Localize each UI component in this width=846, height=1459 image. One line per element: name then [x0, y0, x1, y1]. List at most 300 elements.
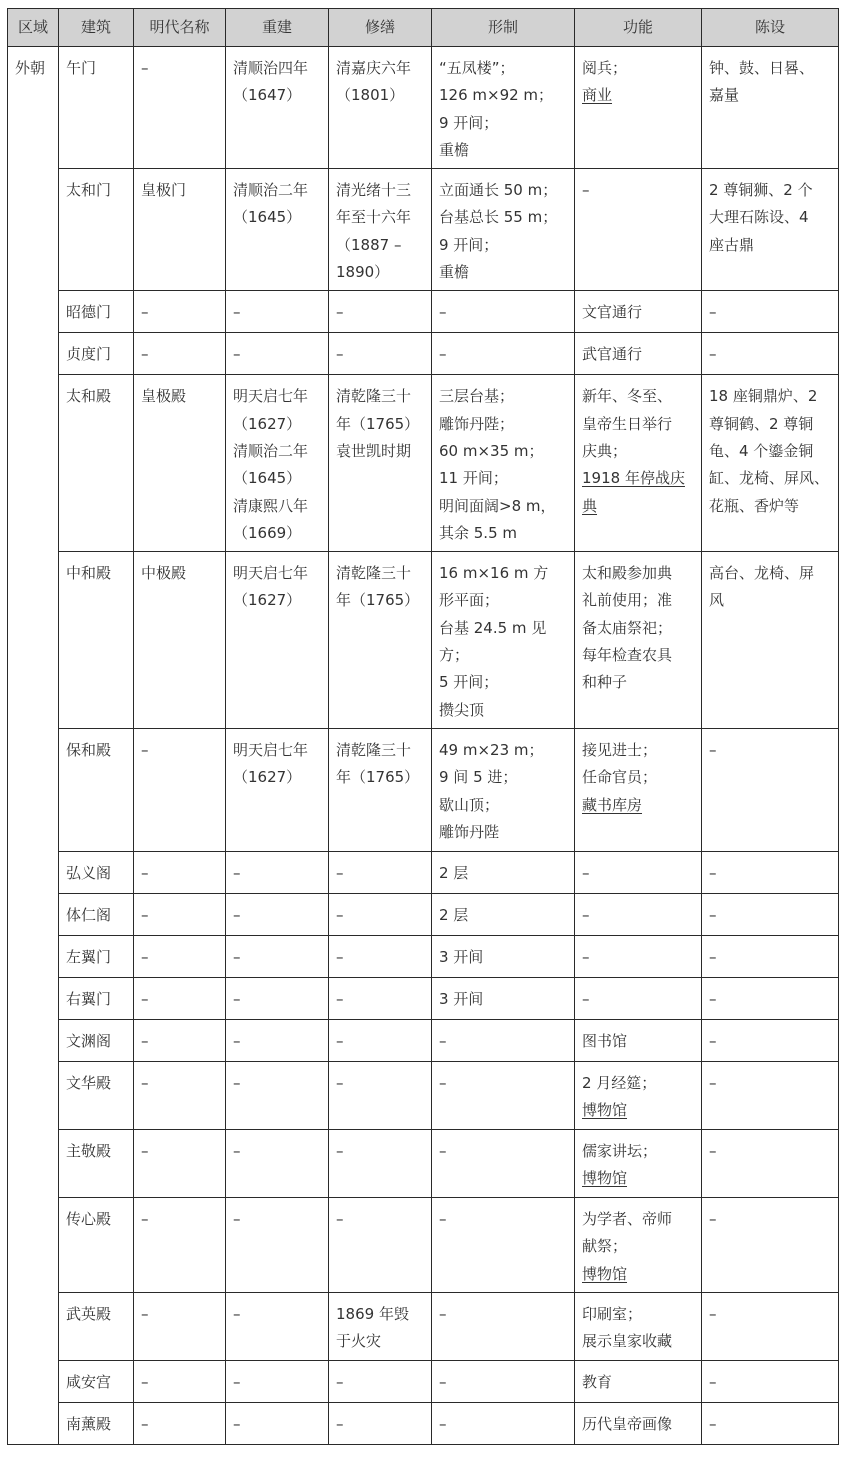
cell-line: 武英殿	[66, 1304, 112, 1323]
cell-rebuilt	[226, 333, 329, 375]
cell-line: 皇极殿	[141, 387, 187, 406]
cell-repaired	[329, 552, 432, 729]
cell-line: –	[141, 740, 149, 759]
cell-rebuilt	[226, 47, 329, 169]
cell-line: 藏书库房	[582, 795, 643, 814]
cell-furnishings	[702, 728, 839, 851]
cell-ming-name	[134, 893, 226, 935]
cell-repaired	[329, 169, 432, 291]
cell-repaired	[329, 935, 432, 977]
cell-line: 其余 5.5 m	[439, 523, 518, 542]
cell-line: 典	[582, 496, 598, 515]
cell-furnishings	[702, 1360, 839, 1402]
cell-line: 清光绪十三	[336, 181, 412, 200]
cell-ming-name	[134, 851, 226, 893]
cell-line: –	[233, 1372, 241, 1391]
cell-furnishings	[702, 893, 839, 935]
cell-ming-name	[134, 1019, 226, 1061]
cell-rebuilt	[226, 935, 329, 977]
cell-line: 左翼门	[66, 947, 112, 966]
cell-line: –	[582, 863, 590, 882]
cell-line: 为学者、帝师	[582, 1209, 673, 1228]
cell-line: –	[141, 905, 149, 924]
cell-furnishings	[702, 1061, 839, 1129]
cell-furnishings	[702, 47, 839, 169]
cell-building	[59, 333, 134, 375]
cell-rebuilt	[226, 1292, 329, 1360]
cell-line: 保和殿	[66, 740, 112, 759]
cell-line: 袁世凯时期	[336, 441, 412, 460]
cell-building	[59, 935, 134, 977]
cell-line: –	[141, 863, 149, 882]
cell-rebuilt	[226, 851, 329, 893]
cell-line: 2 尊铜狮、2 个	[709, 181, 813, 200]
cell-furnishings	[702, 977, 839, 1019]
cell-line: –	[233, 863, 241, 882]
table-row	[8, 1360, 839, 1402]
cell-line: –	[709, 1209, 717, 1228]
cell-repaired	[329, 851, 432, 893]
cell-line: –	[336, 905, 344, 924]
table-row	[8, 1061, 839, 1129]
cell-ming-name	[134, 552, 226, 729]
cell-furnishings	[702, 1292, 839, 1360]
cell-line: –	[439, 1209, 447, 1228]
cell-line: 清顺治二年	[233, 181, 309, 200]
cell-line: 弘义阁	[66, 863, 112, 882]
cell-line: –	[141, 1073, 149, 1092]
cell-line: 右翼门	[66, 989, 112, 1008]
cell-repaired	[329, 1197, 432, 1292]
cell-line: –	[233, 303, 241, 322]
cell-line: （1801）	[336, 86, 405, 105]
cell-line: 形平面；	[439, 591, 500, 610]
region-cell: 外朝	[8, 47, 59, 1445]
cell-line: –	[141, 1141, 149, 1160]
cell-line: –	[336, 989, 344, 1008]
cell-line: –	[336, 1372, 344, 1391]
cell-line: 太和门	[66, 181, 112, 200]
cell-line: –	[233, 1304, 241, 1323]
cell-furnishings	[702, 333, 839, 375]
cell-line: 歇山顶；	[439, 795, 500, 814]
cell-repaired	[329, 333, 432, 375]
cell-rebuilt	[226, 375, 329, 552]
cell-line: –	[336, 1031, 344, 1050]
cell-repaired	[329, 1360, 432, 1402]
cell-line: –	[141, 59, 149, 77]
cell-line: –	[582, 947, 590, 966]
cell-line: 2 层	[439, 905, 469, 924]
cell-line: 午门	[66, 59, 97, 77]
cell-building	[59, 1061, 134, 1129]
cell-repaired	[329, 1402, 432, 1444]
cell-line: 每年检查农具	[582, 646, 673, 665]
cell-building	[59, 1360, 134, 1402]
cell-line: （1645）	[233, 469, 302, 488]
cell-function	[575, 47, 702, 169]
cell-line: –	[233, 1209, 241, 1228]
cell-line: 风	[709, 591, 725, 610]
cell-line: –	[141, 1372, 149, 1391]
cell-form	[432, 851, 575, 893]
cell-rebuilt	[226, 291, 329, 333]
cell-line: –	[233, 1073, 241, 1092]
cell-line: 清嘉庆六年	[336, 59, 412, 77]
cell-building	[59, 1129, 134, 1197]
cell-function	[575, 1197, 702, 1292]
cell-line: –	[709, 303, 717, 322]
cell-line: 嘉量	[709, 86, 740, 105]
cell-line: 文渊阁	[66, 1031, 112, 1050]
header-repaired: 修缮	[329, 9, 432, 47]
cell-function	[575, 1019, 702, 1061]
cell-line: 清乾隆三十	[336, 740, 412, 759]
cell-line: –	[336, 947, 344, 966]
cell-line: 教育	[582, 1372, 613, 1391]
cell-line: 雕饰丹陛；	[439, 414, 515, 433]
cell-line: 明天启七年	[233, 387, 309, 406]
table-row	[8, 47, 839, 169]
cell-line: –	[336, 1209, 344, 1228]
cell-line: （1669）	[233, 523, 302, 542]
cell-ming-name	[134, 977, 226, 1019]
cell-line: 主敬殿	[66, 1141, 112, 1160]
cell-building	[59, 1402, 134, 1444]
table-row	[8, 375, 839, 552]
cell-line: 年（1765）	[336, 414, 420, 433]
header-form: 形制	[432, 9, 575, 47]
cell-form	[432, 935, 575, 977]
cell-form	[432, 728, 575, 851]
table-row	[8, 1129, 839, 1197]
cell-form	[432, 1292, 575, 1360]
cell-line: 2 月经筵；	[582, 1073, 657, 1092]
cell-line: 备太庙祭祀；	[582, 618, 673, 637]
cell-ming-name	[134, 1360, 226, 1402]
cell-function	[575, 1402, 702, 1444]
cell-form	[432, 1019, 575, 1061]
cell-line: 咸安宫	[66, 1372, 112, 1391]
cell-form	[432, 1129, 575, 1197]
cell-building	[59, 47, 134, 169]
cell-repaired	[329, 1019, 432, 1061]
cell-line: 重檐	[439, 263, 470, 282]
cell-line: 中极殿	[141, 564, 187, 583]
table-row	[8, 291, 839, 333]
cell-building	[59, 728, 134, 851]
cell-line: 太和殿	[66, 387, 112, 406]
cell-line: 献祭；	[582, 1237, 628, 1256]
cell-line: 高台、龙椅、屏	[709, 564, 815, 583]
cell-line: 印刷室；	[582, 1304, 643, 1323]
cell-repaired	[329, 728, 432, 851]
cell-ming-name	[134, 1292, 226, 1360]
cell-building	[59, 1019, 134, 1061]
cell-furnishings	[702, 1019, 839, 1061]
cell-line: –	[439, 1304, 447, 1323]
cell-line: 1890）	[336, 263, 390, 282]
cell-repaired	[329, 47, 432, 169]
cell-form	[432, 1402, 575, 1444]
cell-building	[59, 893, 134, 935]
cell-line: 清顺治四年	[233, 59, 309, 77]
cell-line: –	[141, 1031, 149, 1050]
cell-line: –	[233, 1141, 241, 1160]
cell-form	[432, 375, 575, 552]
cell-rebuilt	[226, 1197, 329, 1292]
cell-line: –	[336, 303, 344, 322]
cell-line: 3 开间	[439, 989, 484, 1008]
cell-line: –	[439, 303, 447, 322]
cell-line: –	[709, 1372, 717, 1391]
table-row	[8, 1292, 839, 1360]
cell-line: –	[439, 345, 447, 364]
cell-form	[432, 893, 575, 935]
header-ming-name: 明代名称	[134, 9, 226, 47]
cell-line: 攒尖顶	[439, 700, 485, 719]
cell-line: （1645）	[233, 208, 302, 227]
cell-form	[432, 291, 575, 333]
cell-ming-name	[134, 375, 226, 552]
cell-line: 9 开间；	[439, 235, 499, 254]
cell-line: –	[709, 1304, 717, 1323]
cell-function	[575, 851, 702, 893]
cell-line: 三层台基；	[439, 387, 515, 406]
cell-furnishings	[702, 552, 839, 729]
cell-line: –	[709, 947, 717, 966]
cell-function	[575, 728, 702, 851]
table-row	[8, 1197, 839, 1292]
cell-line: –	[336, 1073, 344, 1092]
cell-line: 126 m×92 m；	[439, 86, 554, 105]
cell-line: 博物馆	[582, 1101, 628, 1120]
cell-line: –	[141, 989, 149, 1008]
cell-line: 礼前使用；准	[582, 591, 673, 610]
cell-line: 明间面阔>8 m，	[439, 496, 556, 515]
cell-line: –	[141, 1414, 149, 1433]
cell-rebuilt	[226, 728, 329, 851]
cell-line: 11 开间；	[439, 469, 508, 488]
cell-line: –	[233, 345, 241, 364]
cell-line: “五凤楼”；	[439, 59, 515, 77]
cell-furnishings	[702, 1129, 839, 1197]
cell-line: 清康熙八年	[233, 496, 309, 515]
header-rebuilt: 重建	[226, 9, 329, 47]
cell-line: –	[233, 1414, 241, 1433]
cell-form	[432, 552, 575, 729]
cell-line: –	[336, 1414, 344, 1433]
cell-repaired	[329, 1061, 432, 1129]
cell-ming-name	[134, 728, 226, 851]
cell-line: （1627）	[233, 414, 302, 433]
cell-line: 1869 年毁	[336, 1304, 409, 1323]
table-row	[8, 851, 839, 893]
cell-function	[575, 935, 702, 977]
cell-furnishings	[702, 169, 839, 291]
cell-line: 2 层	[439, 863, 469, 882]
cell-function	[575, 291, 702, 333]
cell-line: –	[709, 740, 717, 759]
cell-rebuilt	[226, 977, 329, 1019]
cell-ming-name	[134, 1061, 226, 1129]
cell-building	[59, 375, 134, 552]
cell-ming-name	[134, 169, 226, 291]
cell-building	[59, 1197, 134, 1292]
cell-building	[59, 851, 134, 893]
cell-line: （1887 –	[336, 235, 402, 254]
cell-line: （1627）	[233, 591, 302, 610]
table-row	[8, 935, 839, 977]
cell-line: –	[709, 905, 717, 924]
cell-function	[575, 893, 702, 935]
cell-line: 尊铜鹤、2 尊铜	[709, 414, 814, 433]
cell-function	[575, 1360, 702, 1402]
cell-line: –	[709, 989, 717, 1008]
cell-line: 皇极门	[141, 181, 187, 200]
cell-line: 花瓶、香炉等	[709, 496, 800, 515]
header-building: 建筑	[59, 9, 134, 47]
cell-line: 9 开间；	[439, 113, 499, 132]
cell-line: 座古鼎	[709, 235, 755, 254]
cell-line: 博物馆	[582, 1264, 628, 1283]
cell-line: 庆典；	[582, 441, 628, 460]
cell-line: 儒家讲坛；	[582, 1141, 658, 1160]
table-row	[8, 169, 839, 291]
cell-line: –	[709, 1073, 717, 1092]
header-function: 功能	[575, 9, 702, 47]
table-row	[8, 977, 839, 1019]
cell-line: 传心殿	[66, 1209, 112, 1228]
cell-line: （1647）	[233, 86, 302, 105]
cell-line: 台基总长 55 m；	[439, 208, 558, 227]
header-region: 区域	[8, 9, 59, 47]
table-row	[8, 1019, 839, 1061]
cell-line: –	[709, 863, 717, 882]
cell-ming-name	[134, 291, 226, 333]
cell-form	[432, 1197, 575, 1292]
cell-furnishings	[702, 1402, 839, 1444]
cell-rebuilt	[226, 1061, 329, 1129]
cell-line: 1918 年停战庆	[582, 469, 685, 488]
cell-repaired	[329, 375, 432, 552]
cell-line: 任命官员；	[582, 768, 658, 787]
cell-line: –	[709, 1414, 717, 1433]
cell-line: 和种子	[582, 673, 628, 692]
cell-function	[575, 375, 702, 552]
cell-furnishings	[702, 851, 839, 893]
cell-line: –	[141, 947, 149, 966]
cell-repaired	[329, 291, 432, 333]
cell-function	[575, 333, 702, 375]
palace-table	[7, 8, 839, 1445]
cell-line: 方；	[439, 646, 470, 665]
cell-line: –	[439, 1031, 447, 1050]
cell-line: 年至十六年	[336, 208, 412, 227]
cell-line: –	[233, 947, 241, 966]
header-furnishings: 陈设	[702, 9, 839, 47]
cell-line: 60 m×35 m；	[439, 441, 544, 460]
cell-line: 明天启七年	[233, 740, 309, 759]
cell-line: 清乾隆三十	[336, 387, 412, 406]
cell-building	[59, 977, 134, 1019]
cell-line: 接见进士；	[582, 740, 658, 759]
cell-line: 清顺治二年	[233, 441, 309, 460]
cell-line: 武官通行	[582, 345, 643, 364]
table-row	[8, 333, 839, 375]
cell-line: 缸、龙椅、屏风、	[709, 469, 830, 488]
table-row	[8, 552, 839, 729]
cell-line: 太和殿参加典	[582, 564, 673, 583]
cell-rebuilt	[226, 893, 329, 935]
cell-line: 重檐	[439, 140, 470, 159]
cell-form	[432, 977, 575, 1019]
cell-line: 南薰殿	[66, 1414, 112, 1433]
cell-rebuilt	[226, 169, 329, 291]
cell-furnishings	[702, 375, 839, 552]
cell-ming-name	[134, 47, 226, 169]
cell-line: 钟、鼓、日晷、	[709, 59, 815, 77]
cell-line: 于火灾	[336, 1332, 382, 1351]
cell-line: 立面通长 50 m；	[439, 181, 558, 200]
cell-furnishings	[702, 935, 839, 977]
cell-building	[59, 1292, 134, 1360]
cell-function	[575, 977, 702, 1019]
cell-line: 9 间 5 进；	[439, 768, 518, 787]
cell-rebuilt	[226, 552, 329, 729]
cell-line: –	[582, 989, 590, 1008]
cell-line: 龟、4 个鎏金铜	[709, 441, 814, 460]
cell-line: –	[141, 345, 149, 364]
cell-line: 展示皇家收藏	[582, 1332, 673, 1351]
cell-line: 历代皇帝画像	[582, 1414, 673, 1433]
cell-line: –	[233, 989, 241, 1008]
cell-line: 昭德门	[66, 303, 112, 322]
cell-line: 体仁阁	[66, 905, 112, 924]
cell-function	[575, 169, 702, 291]
cell-line: 年（1765）	[336, 768, 420, 787]
table-row	[8, 728, 839, 851]
cell-line: 贞度门	[66, 345, 112, 364]
cell-form	[432, 333, 575, 375]
cell-line: –	[336, 1141, 344, 1160]
cell-line: –	[336, 345, 344, 364]
cell-repaired	[329, 893, 432, 935]
cell-line: 皇帝生日举行	[582, 414, 673, 433]
cell-function	[575, 552, 702, 729]
cell-line: –	[709, 1031, 717, 1050]
cell-line: 阅兵；	[582, 59, 628, 77]
cell-furnishings	[702, 291, 839, 333]
cell-line: –	[233, 905, 241, 924]
cell-building	[59, 169, 134, 291]
cell-line: 16 m×16 m 方	[439, 564, 549, 583]
cell-rebuilt	[226, 1129, 329, 1197]
cell-ming-name	[134, 1129, 226, 1197]
cell-line: –	[336, 863, 344, 882]
cell-building	[59, 291, 134, 333]
cell-rebuilt	[226, 1360, 329, 1402]
cell-form	[432, 47, 575, 169]
cell-function	[575, 1129, 702, 1197]
cell-line: 新年、冬至、	[582, 387, 673, 406]
cell-line: 年（1765）	[336, 591, 420, 610]
cell-line: –	[439, 1141, 447, 1160]
cell-line: –	[439, 1372, 447, 1391]
cell-line: 清乾隆三十	[336, 564, 412, 583]
cell-line: 商业	[582, 86, 613, 105]
cell-furnishings	[702, 1197, 839, 1292]
